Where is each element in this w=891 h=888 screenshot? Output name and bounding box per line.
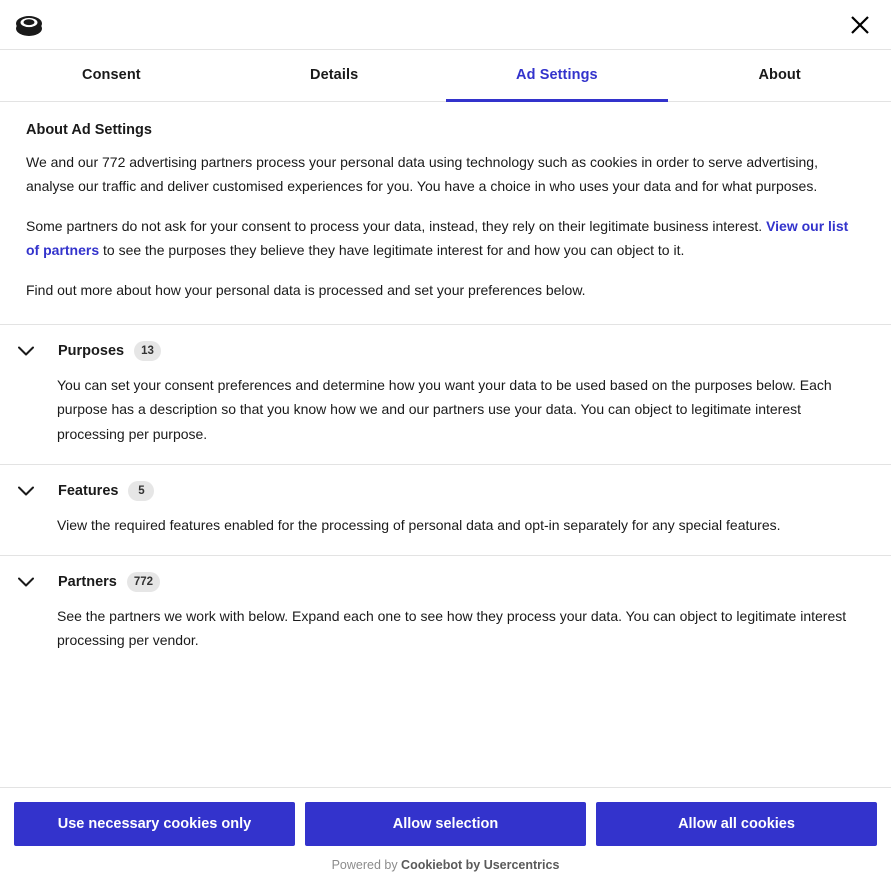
section-features-header[interactable] <box>10 481 865 501</box>
section-partners-description: See the partners we work with below. Expand each one to see how they process your data. You can object to legitimate interest processing per vendor. <box>57 607 847 648</box>
tab-details[interactable]: Details <box>310 66 359 83</box>
page-title: About Ad Settings <box>26 122 152 138</box>
section-purposes-header[interactable] <box>10 341 865 361</box>
cookiebot-logo-icon <box>12 8 46 42</box>
intro-paragraph-1: We and our 772 advertising partners process your personal data using technology such as cookies in order to serve advertising, analyse our traffic and deliver customised experiences for you. You have a choice in who uses your data and for what purposes. <box>26 154 818 195</box>
dialog-footer <box>0 787 891 888</box>
dialog-header <box>0 0 891 50</box>
tab-ad-settings[interactable]: Ad Settings <box>446 50 669 102</box>
powered-by-label <box>14 846 877 878</box>
section-features-title: Features <box>58 482 119 499</box>
section-purposes-description: You can set your consent preferences and determine how you want your data to be used based on the purposes below. Each purpose has a description so that you know how we and our partners use your data. You can object to legitimate interest processing per purpose. <box>57 377 832 442</box>
allow-selection-button[interactable]: Allow selection <box>305 802 586 846</box>
section-partners-header[interactable] <box>10 572 865 592</box>
tab-bar <box>0 50 891 102</box>
section-partners <box>0 556 891 670</box>
view-partners-link[interactable]: View our list of partners <box>26 218 849 259</box>
section-partners-count: 772 <box>127 572 160 592</box>
tab-about[interactable]: About <box>758 66 801 83</box>
chevron-down-icon[interactable] <box>16 572 36 592</box>
allow-all-cookies-button[interactable]: Allow all cookies <box>596 802 877 846</box>
section-purposes-title: Purposes <box>58 343 125 360</box>
tab-consent[interactable]: Consent <box>82 66 141 83</box>
section-purposes <box>0 325 891 464</box>
section-features-description: View the required features enabled for the processing of personal data and opt-in separately for any special features. <box>57 516 781 533</box>
close-icon[interactable] <box>843 8 877 42</box>
powered-by-brand: Cookiebot by Usercentrics <box>401 858 560 872</box>
intro-paragraph-2-after: to see the purposes they believe they have legitimate interest for and how you can object to it. <box>99 242 685 259</box>
use-necessary-cookies-only-button[interactable]: Use necessary cookies only <box>14 802 295 846</box>
footer-button-row <box>14 802 877 846</box>
about-ad-settings-section <box>0 102 891 325</box>
chevron-down-icon[interactable] <box>16 481 36 501</box>
section-features-count: 5 <box>128 481 154 501</box>
section-partners-title: Partners <box>58 573 117 590</box>
section-features <box>0 465 891 556</box>
intro-paragraph-2 <box>26 214 865 262</box>
dialog-body[interactable] <box>0 102 891 787</box>
section-purposes-count: 13 <box>134 341 161 361</box>
intro-paragraph-3: Find out more about how your personal data is processed and set your preferences below. <box>26 282 586 299</box>
chevron-down-icon[interactable] <box>16 341 36 361</box>
intro-paragraph-2-before: Some partners do not ask for your consent to process your data, instead, they rely on their legitimate business interest. <box>26 218 767 235</box>
powered-by-prefix: Powered by <box>331 858 402 872</box>
